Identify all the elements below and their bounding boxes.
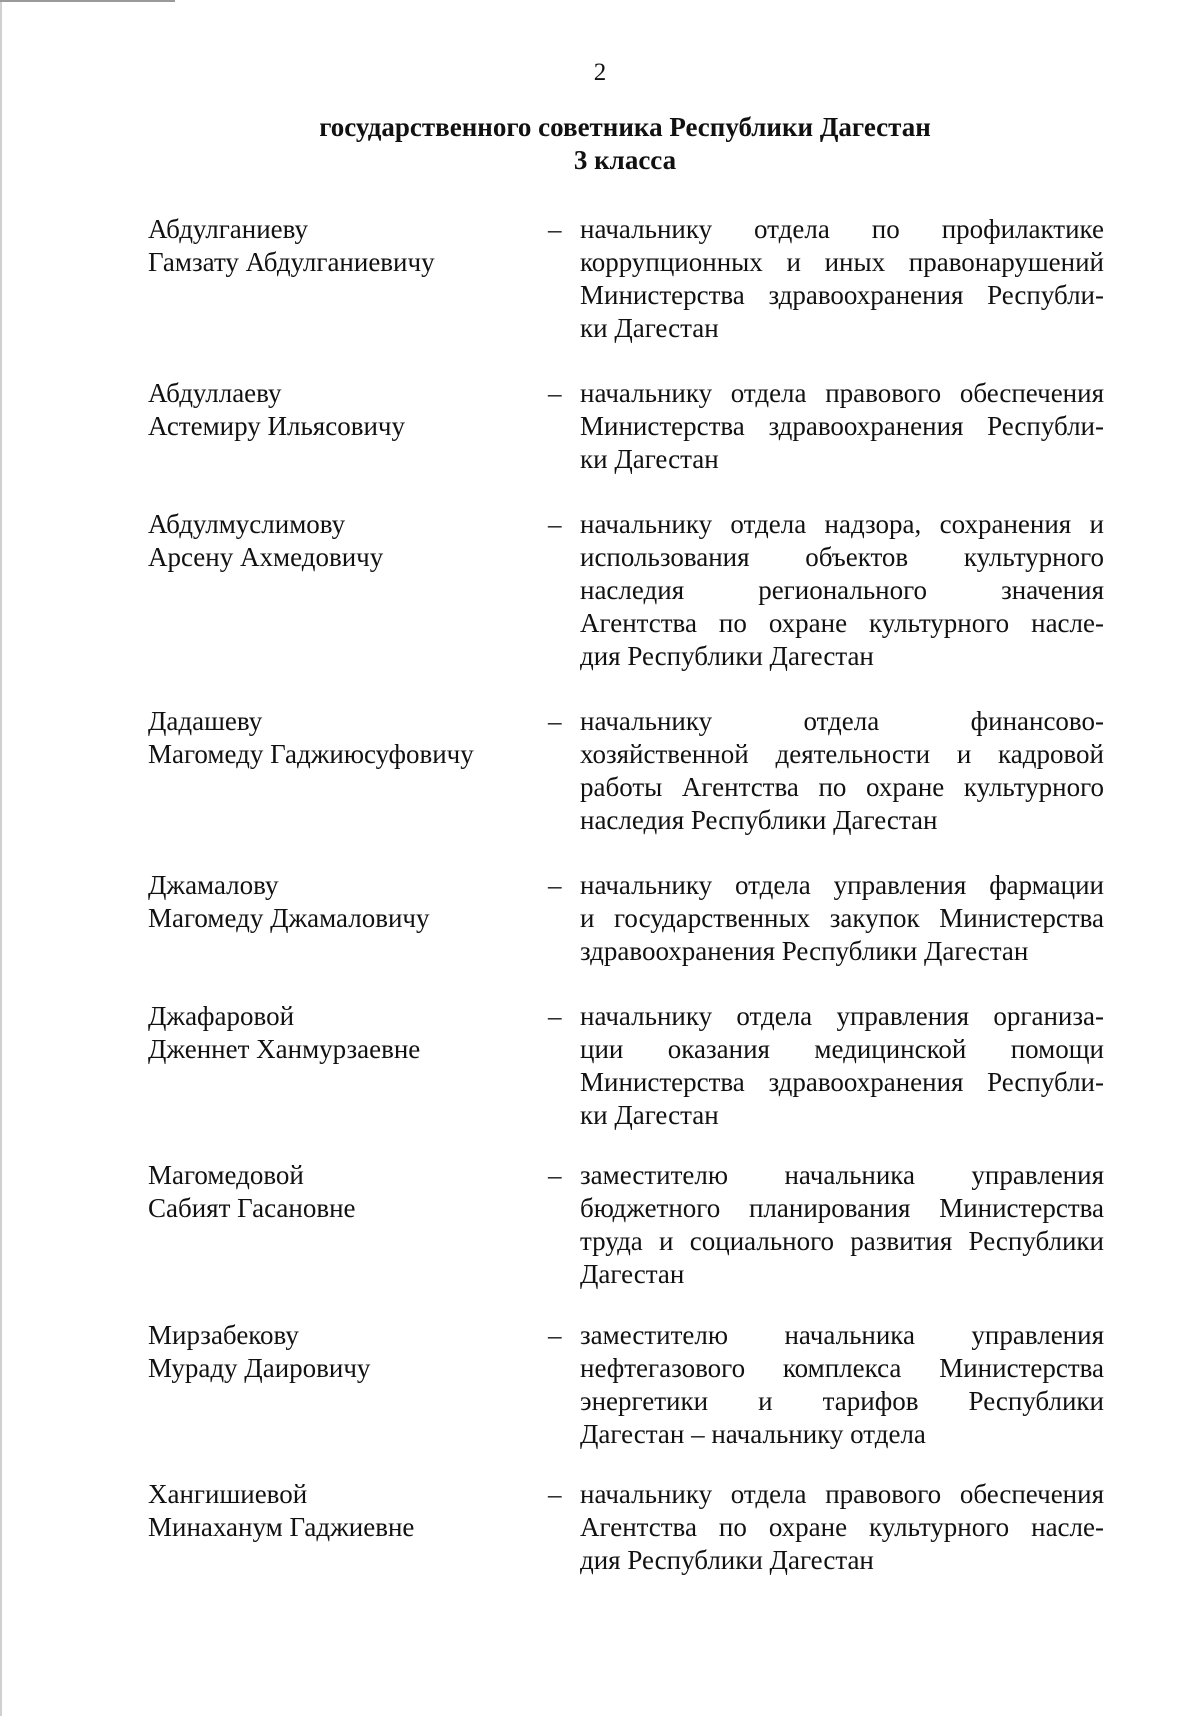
position-title <box>580 508 1104 673</box>
position-line: бюджетного планирования Министерства <box>580 1193 1104 1223</box>
given-name: Арсену Ахмедовичу <box>148 542 384 572</box>
dash-separator: – <box>548 1479 562 1509</box>
position-line: заместителю начальника управления <box>580 1320 1104 1350</box>
position-line: ции оказания медицинской помощи <box>580 1034 1104 1064</box>
position-line: Дагестан – начальнику отдела <box>580 1419 926 1449</box>
surname: Дадашеву <box>148 706 263 736</box>
position-line: хозяйственной деятельности и кадровой <box>580 739 1104 769</box>
position-line: ки Дагестан <box>580 313 719 343</box>
surname: Магомедовой <box>148 1160 304 1190</box>
surname: Абдулмуслимову <box>148 509 346 539</box>
position-line: ки Дагестан <box>580 1100 719 1130</box>
dash-separator: – <box>548 1001 562 1031</box>
position-line: начальнику отдела правового обеспечения <box>580 1479 1104 1509</box>
position-line: Агентства по охране культурного насле- <box>580 1512 1104 1542</box>
position-line: начальнику отдела по профилактике <box>580 214 1104 244</box>
person-name <box>148 869 518 935</box>
dash-separator: – <box>548 378 562 408</box>
dash-separator: – <box>548 870 562 900</box>
heading-line-1: государственного советника Республики Дагестан <box>319 112 931 142</box>
given-name: Магомеду Джамаловичу <box>148 903 430 933</box>
document-heading <box>0 111 1200 177</box>
position-line: коррупционных и иных правонарушений <box>580 247 1104 277</box>
surname: Абдуллаеву <box>148 378 282 408</box>
position-title <box>580 377 1104 476</box>
position-line: Министерства здравоохранения Республи- <box>580 411 1104 441</box>
position-line: начальнику отдела надзора, сохранения и <box>580 509 1104 539</box>
position-line: использования объектов культурного <box>580 542 1104 572</box>
given-name: Минаханум Гаджиевне <box>148 1512 415 1542</box>
person-name <box>148 508 518 574</box>
position-title <box>580 705 1104 837</box>
position-line: здравоохранения Республики Дагестан <box>580 936 1029 966</box>
position-title <box>580 1319 1104 1451</box>
position-line: наследия Республики Дагестан <box>580 805 938 835</box>
position-line: Министерства здравоохранения Республи- <box>580 1067 1104 1097</box>
scan-edge-left <box>0 0 2 1716</box>
given-name: Астемиру Ильясовичу <box>148 411 405 441</box>
surname: Джамалову <box>148 870 279 900</box>
position-title <box>580 1000 1104 1132</box>
position-line: и государственных закупок Министерства <box>580 903 1104 933</box>
position-line: начальнику отдела управления фармации <box>580 870 1104 900</box>
surname: Хангишиевой <box>148 1479 308 1509</box>
given-name: Мураду Даировичу <box>148 1353 371 1383</box>
given-name: Гамзату Абдулганиевичу <box>148 247 435 277</box>
position-line: наследия регионального значения <box>580 575 1104 605</box>
scan-edge-top <box>0 0 175 2</box>
position-line: начальнику отдела управления организа- <box>580 1001 1104 1031</box>
person-name <box>148 705 518 771</box>
dash-separator: – <box>548 1320 562 1350</box>
dash-separator: – <box>548 1160 562 1190</box>
position-line: начальнику отдела финансово- <box>580 706 1104 736</box>
dash-separator: – <box>548 214 562 244</box>
given-name: Сабият Гасановне <box>148 1193 356 1223</box>
surname: Джафаровой <box>148 1001 295 1031</box>
person-name <box>148 213 518 279</box>
position-line: Агентства по охране культурного насле- <box>580 608 1104 638</box>
position-line: начальнику отдела правового обеспечения <box>580 378 1104 408</box>
person-name <box>148 1000 518 1066</box>
position-line: заместителю начальника управления <box>580 1160 1104 1190</box>
position-title <box>580 213 1104 345</box>
position-line: энергетики и тарифов Республики <box>580 1386 1104 1416</box>
position-title <box>580 869 1104 968</box>
position-title <box>580 1478 1104 1577</box>
position-line: труда и социального развития Республики <box>580 1226 1104 1256</box>
position-line: дия Республики Дагестан <box>580 1545 874 1575</box>
person-name <box>148 1478 518 1544</box>
position-title <box>580 1159 1104 1291</box>
person-name <box>148 1159 518 1225</box>
person-name <box>148 377 518 443</box>
heading-line-2: 3 класса <box>573 145 677 175</box>
given-name: Магомеду Гаджиюсуфовичу <box>148 739 474 769</box>
dash-separator: – <box>548 509 562 539</box>
position-line: ки Дагестан <box>580 444 719 474</box>
position-line: Дагестан <box>580 1259 685 1289</box>
surname: Абдулганиеву <box>148 214 308 244</box>
person-name <box>148 1319 518 1385</box>
position-line: нефтегазового комплекса Министерства <box>580 1353 1104 1383</box>
page-number: 2 <box>593 59 607 86</box>
position-line: Министерства здравоохранения Республи- <box>580 280 1104 310</box>
position-line: работы Агентства по охране культурного <box>580 772 1104 802</box>
position-line: дия Республики Дагестан <box>580 641 874 671</box>
given-name: Дженнет Ханмурзаевне <box>148 1034 421 1064</box>
dash-separator: – <box>548 706 562 736</box>
surname: Мирзабекову <box>148 1320 299 1350</box>
